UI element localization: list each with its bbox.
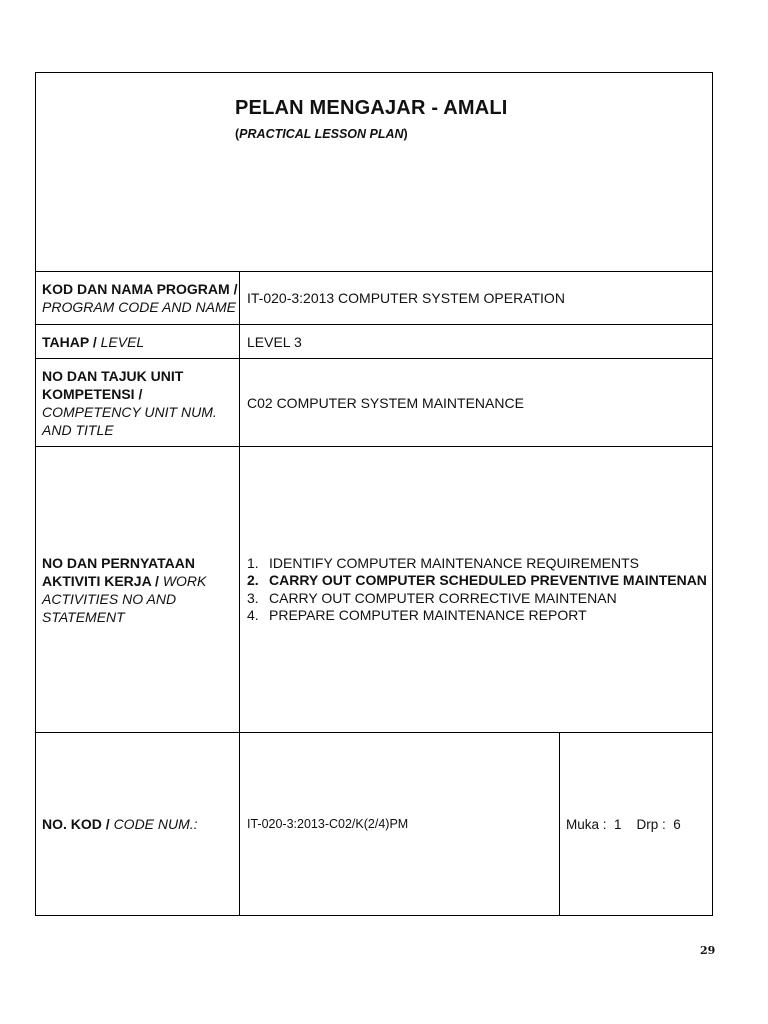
competency-label-italic: COMPETENCY UNIT NUM. AND TITLE (42, 403, 217, 438)
activities-value (240, 447, 712, 732)
activity-num: 4. (247, 607, 259, 623)
activity-text: CARRY OUT COMPUTER CORRECTIVE MAINTENAN (269, 589, 617, 606)
program-label (36, 271, 240, 324)
level-label-bold: TAHAP / (42, 333, 97, 350)
level-label (36, 325, 240, 358)
activities-label-italic: WORK ACTIVITIES NO AND STATEMENT (42, 572, 207, 625)
activity-num: 3. (247, 589, 259, 606)
page-info: Muka : 1 Drp : 6 (559, 733, 712, 915)
activity-item (247, 607, 707, 625)
activity-text: IDENTIFY COMPUTER MAINTENANCE REQUIREMENTS (269, 554, 639, 571)
activities-row (36, 447, 712, 733)
level-value: LEVEL 3 (247, 333, 302, 350)
page-subtitle (235, 127, 408, 141)
subtitle-text: PRACTICAL LESSON PLAN (239, 127, 404, 141)
program-row (36, 271, 712, 325)
program-label-bold: KOD DAN NAMA PROGRAM / (42, 280, 238, 297)
code-label-bold: NO. KOD / (42, 816, 110, 832)
code-row (36, 733, 712, 915)
code-label (36, 733, 240, 915)
level-label-italic: LEVEL (100, 333, 145, 350)
activity-text: PREPARE COMPUTER MAINTENANCE REPORT (269, 607, 587, 623)
competency-label-bold: NO DAN TAJUK UNIT KOMPETENSI / (42, 367, 184, 402)
program-value: IT-020-3:2013 COMPUTER SYSTEM OPERATION (247, 289, 565, 306)
activity-num: 1. (247, 554, 259, 571)
subtitle-close: ) (403, 127, 408, 141)
program-label-italic: PROGRAM CODE AND NAME (42, 298, 236, 315)
code-value: IT-020-3:2013-C02/K(2/4)PM (247, 817, 409, 831)
activity-item (247, 554, 707, 573)
competency-value: C02 COMPUTER SYSTEM MAINTENANCE (247, 394, 524, 411)
subtitle-open: ( (235, 127, 240, 141)
page-title: PELAN MENGAJAR - AMALI (235, 97, 508, 119)
activities-label (36, 447, 240, 732)
activities-list (247, 555, 707, 625)
activity-item (247, 589, 707, 608)
code-label-italic: CODE NUM.: (113, 816, 198, 832)
page-number: 29 (700, 944, 716, 957)
activities-label-bold: NO DAN PERNYATAAN AKTIVITI KERJA / (42, 554, 195, 589)
activity-num: 2. (247, 572, 259, 588)
level-row (36, 325, 712, 359)
activity-item (247, 572, 707, 590)
competency-label (36, 359, 240, 446)
lesson-plan-form (35, 72, 713, 916)
competency-row (36, 359, 712, 447)
activity-text: CARRY OUT COMPUTER SCHEDULED PREVENTIVE MAINTENAN (269, 572, 707, 588)
form-header (36, 73, 712, 272)
